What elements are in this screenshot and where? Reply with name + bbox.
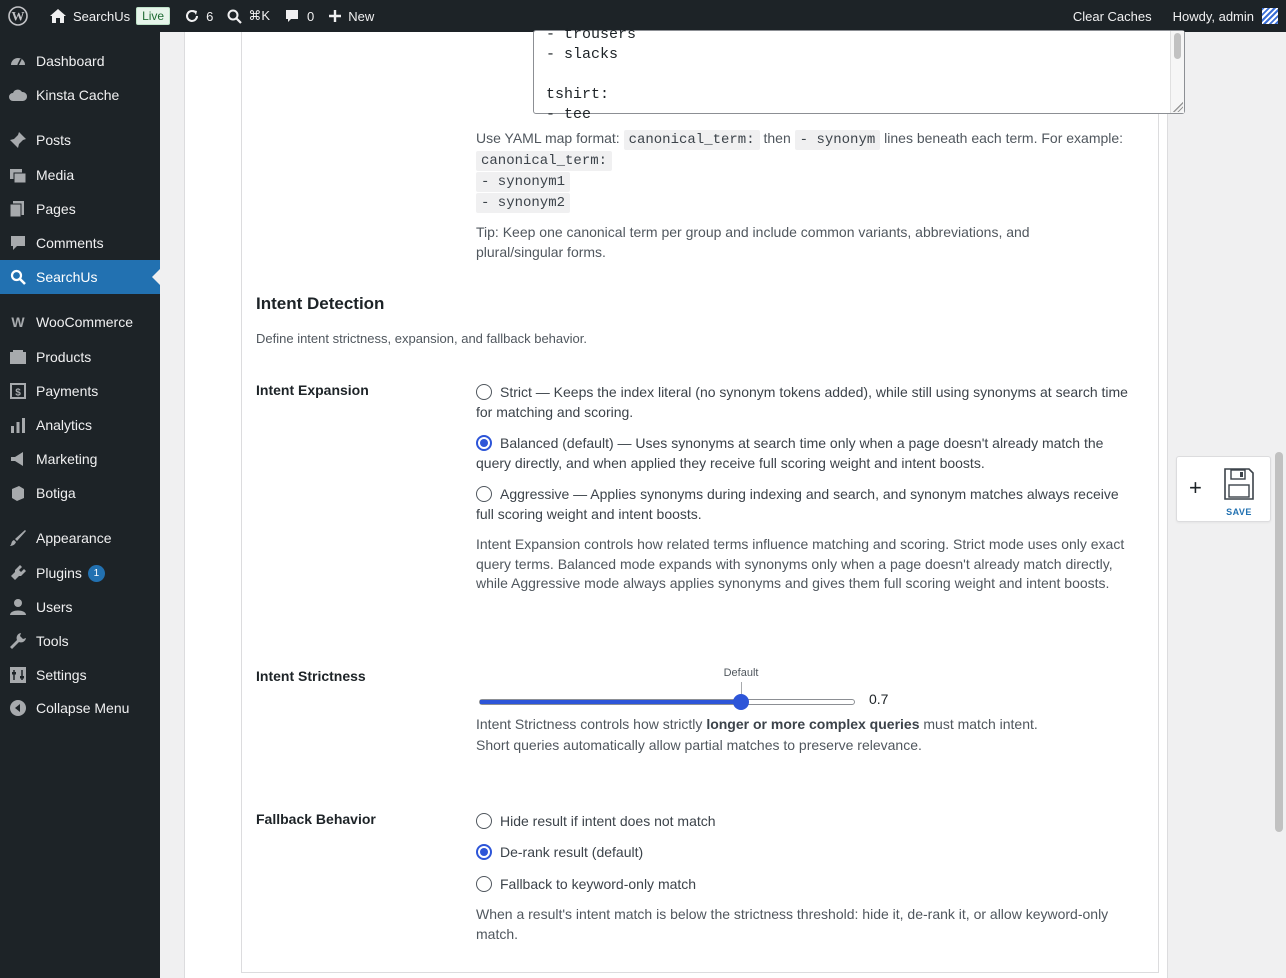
brush-icon — [8, 528, 28, 548]
user-icon — [8, 597, 28, 617]
pages-icon — [8, 199, 28, 219]
sidebar-item-marketing[interactable] — [0, 442, 160, 476]
synonyms-help — [476, 128, 1136, 150]
pin-icon — [8, 130, 28, 150]
page-scrollbar-thumb[interactable] — [1275, 452, 1283, 832]
sidebar-item-botiga[interactable] — [0, 476, 160, 510]
sidebar-item-label: Tools — [36, 633, 69, 649]
search-icon — [227, 9, 242, 24]
search-shortcut-link[interactable] — [220, 0, 277, 32]
textarea-line — [546, 65, 1172, 85]
sidebar-item-dashboard[interactable] — [0, 44, 160, 78]
section-description: Define intent strictness, expansion, and fallback behavior. — [256, 331, 587, 346]
collapse-icon — [8, 698, 28, 718]
sidebar-item-analytics[interactable] — [0, 408, 160, 442]
add-button[interactable]: + — [1189, 475, 1202, 500]
floppy-disk-icon — [1223, 467, 1255, 504]
textarea-resize-handle[interactable] — [1173, 102, 1183, 112]
strictness-help-line2: Short queries automatically allow partial matches to preserve relevance. — [476, 737, 922, 753]
yaml-example — [476, 152, 612, 215]
new-content-link[interactable] — [321, 0, 381, 32]
wrench-icon — [8, 631, 28, 651]
radio-balanced[interactable] — [476, 435, 492, 451]
strictness-help-post: must match intent. — [919, 716, 1038, 732]
cloud-icon — [8, 85, 28, 105]
sidebar-item-posts[interactable] — [0, 123, 160, 157]
synonyms-tip: Tip: Keep one canonical term per group and include common variants, abbreviations, and plural/singular forms. — [476, 224, 1030, 260]
plugin-icon — [8, 563, 28, 583]
home-icon — [49, 8, 67, 24]
fallback-behavior-label: Fallback Behavior — [256, 811, 376, 827]
floating-save-widget — [1176, 456, 1271, 522]
sidebar-item-label: Kinsta Cache — [36, 87, 120, 103]
sidebar-item-label: Posts — [36, 132, 72, 148]
radio-option-hide[interactable] — [476, 811, 1136, 831]
radio-aggressive[interactable] — [476, 486, 492, 502]
sidebar-item-searchus[interactable] — [0, 260, 160, 294]
example-line: - synonym1 — [476, 172, 570, 192]
settings-outer-panel — [184, 26, 1168, 978]
sidebar-item-label: SearchUs — [36, 269, 98, 285]
site-name-link[interactable] — [35, 0, 177, 32]
save-button[interactable] — [1221, 467, 1257, 515]
site-name: SearchUs — [73, 8, 131, 24]
strictness-value: 0.7 — [869, 691, 889, 707]
updates-icon — [184, 8, 200, 24]
sidebar-item-label: WooCommerce — [36, 314, 133, 330]
sidebar-item-plugins[interactable] — [0, 556, 160, 590]
comments-link[interactable] — [277, 0, 321, 32]
radio-option-keyword[interactable] — [476, 874, 1136, 894]
code-canonical-term: canonical_term: — [624, 130, 760, 150]
textarea-scrollbar[interactable] — [1170, 31, 1184, 113]
save-label: SAVE — [1226, 507, 1252, 517]
sidebar-item-label: Media — [36, 167, 75, 183]
my-account-link[interactable] — [1166, 0, 1286, 32]
admin-sidebar — [0, 32, 160, 978]
svg-text:W: W — [11, 8, 25, 24]
sidebar-item-users[interactable] — [0, 590, 160, 624]
sidebar-item-settings[interactable] — [0, 658, 160, 692]
new-label: New — [348, 8, 375, 24]
clear-caches-link[interactable]: Clear Caches — [1072, 8, 1152, 24]
dashboard-icon — [8, 51, 28, 71]
strictness-help-pre: Intent Strictness controls how strictly — [476, 716, 707, 732]
plus-icon — [328, 9, 342, 23]
example-line: canonical_term: — [476, 151, 612, 171]
radio-derank[interactable] — [476, 844, 492, 860]
radio-option-derank[interactable] — [476, 842, 1136, 862]
sidebar-item-label: Products — [36, 349, 92, 365]
svg-text:$: $ — [15, 387, 21, 399]
radio-option-balanced[interactable] — [476, 433, 1136, 473]
sidebar-item-payments[interactable] — [0, 374, 160, 408]
botiga-icon — [8, 483, 28, 503]
sidebar-item-appearance[interactable] — [0, 521, 160, 555]
textarea-line: tshirt: — [546, 86, 610, 103]
strictness-slider-track[interactable] — [479, 699, 855, 705]
updates-count: 6 — [206, 8, 214, 24]
avatar — [1262, 8, 1278, 24]
sidebar-item-media[interactable] — [0, 158, 160, 192]
sidebar-item-label: Settings — [36, 667, 87, 683]
svg-text:W: W — [11, 314, 25, 330]
megaphone-icon — [8, 449, 28, 469]
textarea-line: - tee — [546, 106, 592, 123]
code-synonym: - synonym — [795, 130, 881, 150]
intent-expansion-help: Intent Expansion controls how related terms influence matching and scoring. Strict mode uses only exact query terms. Balanced mode expands with synonyms only when a page doesn't already match directly, while Aggressive mode always applies synonyms and gives them full scoring weight and intent boosts. — [476, 536, 1125, 591]
comment-icon — [284, 8, 300, 24]
intent-strictness-label: Intent Strictness — [256, 668, 366, 684]
fallback-help: When a result's intent match is below the strictness threshold: hide it, de-rank it, or allow keyword-only match. — [476, 906, 1109, 942]
sidebar-item-label: Users — [36, 599, 73, 615]
sidebar-item-label: Payments — [36, 383, 99, 399]
sidebar-item-label: Analytics — [36, 417, 93, 433]
synonyms-textarea[interactable] — [533, 26, 1185, 123]
analytics-icon — [8, 415, 28, 435]
sidebar-item-collapse-menu[interactable] — [0, 691, 160, 725]
example-line: - synonym2 — [476, 193, 570, 213]
sidebar-item-kinsta-cache[interactable] — [0, 78, 160, 112]
section-title-intent-detection: Intent Detection — [256, 294, 385, 313]
synonyms-help-suffix: lines beneath each term. For example: — [884, 130, 1124, 146]
sidebar-item-tools[interactable] — [0, 624, 160, 658]
sidebar-item-label: Pages — [36, 201, 76, 217]
payments-icon — [8, 381, 28, 401]
media-icon — [8, 165, 28, 185]
page-scrollbar[interactable] — [1272, 32, 1286, 978]
settings-content — [160, 26, 1286, 978]
sidebar-item-label: Comments — [36, 235, 104, 251]
search-icon — [8, 267, 28, 287]
textarea-line: - trousers — [546, 26, 637, 43]
strictness-help-bold: longer or more complex queries — [706, 716, 920, 732]
radio-option-text: Hide result if intent does not match — [500, 813, 716, 829]
sidebar-item-label: Marketing — [36, 451, 98, 467]
sidebar-item-label: Botiga — [36, 485, 76, 501]
slider-default-marker — [741, 682, 742, 694]
sidebar-item-pages[interactable] — [0, 192, 160, 226]
synonyms-help-then: then — [763, 130, 791, 146]
sidebar-item-products[interactable] — [0, 340, 160, 374]
radio-option-strict[interactable] — [476, 382, 1136, 422]
radio-option-aggressive[interactable] — [476, 484, 1136, 524]
live-badge: Live — [136, 7, 170, 25]
textarea-line: - slacks — [546, 46, 619, 63]
settings-card — [241, 26, 1159, 973]
radio-option-text: Aggressive — Applies synonyms during indexing and search, and synonym matches always receive full scoring weight and intent boosts. — [476, 486, 1119, 522]
radio-option-text: De-rank result (default) — [500, 844, 644, 860]
search-shortcut: ⌘K — [248, 8, 270, 23]
radio-hide[interactable] — [476, 813, 492, 829]
intent-strictness-help — [476, 714, 1136, 756]
sidebar-item-label: Appearance — [36, 530, 112, 546]
radio-option-text: Balanced (default) — Uses synonyms at search time only when a page doesn't already match the query directly, and when applied they receive full scoring weight and intent boosts. — [476, 435, 1104, 471]
sidebar-item-label: Dashboard — [36, 53, 105, 69]
synonyms-textarea-content — [546, 25, 1172, 125]
comments-count: 0 — [307, 8, 315, 24]
synonyms-help-prefix: Use YAML map format: — [476, 130, 620, 146]
strictness-slider-thumb[interactable] — [733, 694, 749, 710]
intent-expansion-label: Intent Expansion — [256, 382, 369, 398]
settings-icon — [8, 665, 28, 685]
slider-fill — [480, 700, 742, 704]
howdy-text: Howdy, admin — [1172, 8, 1254, 24]
comment-icon — [8, 233, 28, 253]
slider-default-label: Default — [723, 667, 759, 679]
plugin-update-count-badge: 1 — [88, 565, 105, 582]
sidebar-item-comments[interactable] — [0, 226, 160, 260]
radio-option-text: Strict — Keeps the index literal (no synonym tokens added), while still using synonyms at search time for matching and scoring. — [476, 384, 1128, 420]
products-icon — [8, 347, 28, 367]
wordpress-logo-icon[interactable] — [0, 0, 35, 32]
updates-link[interactable] — [177, 0, 220, 32]
radio-option-text: Fallback to keyword-only match — [500, 876, 697, 892]
radio-strict[interactable] — [476, 384, 492, 400]
sidebar-item-label: Collapse Menu — [36, 700, 130, 716]
sidebar-item-woocommerce[interactable] — [0, 305, 160, 339]
radio-keyword[interactable] — [476, 876, 492, 892]
woo-icon — [8, 312, 28, 332]
sidebar-item-label: Plugins — [36, 565, 82, 581]
